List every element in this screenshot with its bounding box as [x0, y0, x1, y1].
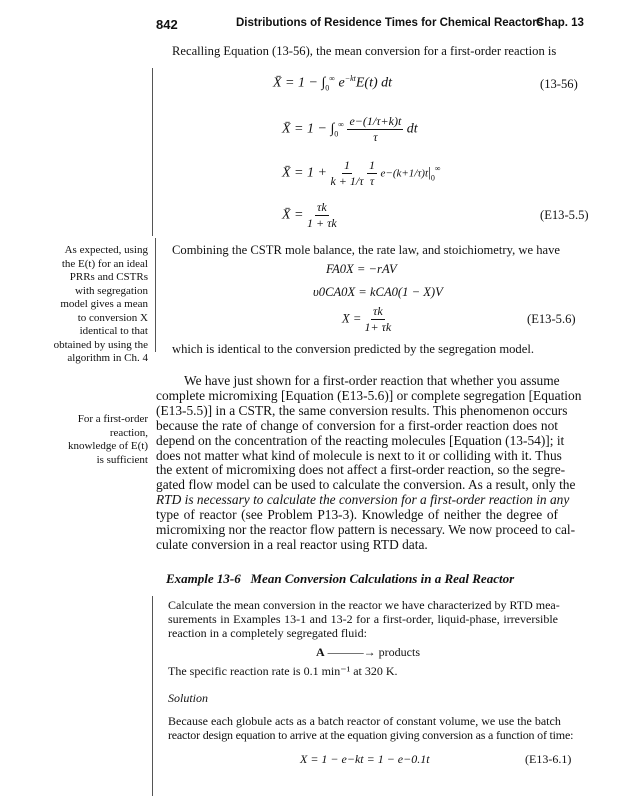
- solution-heading: Solution: [168, 691, 209, 705]
- equation-label: (13-56): [540, 77, 578, 91]
- margin-note-segregation: As expected, using the E(t) for an ideal PRRs and CSTRs with segregation model gives a mean to conversion X identical to that obtained by using the algorithm in Ch. 4: [53, 244, 148, 364]
- which-text: which is identical to the conversion predicted by the segregation model.: [172, 342, 534, 356]
- equation-mole-balance: FA0X = −rAV: [326, 262, 397, 276]
- body-paragraph: We have just shown for a first-order reaction that whether you assume complete micromixing [Equation (E13-5.6)] or complete segregation [Equation (E13-5.5)] in a CSTR, the same conversion results. This phenomenon occurs because the rate of change of conversion for a first-order reaction does not depend on the concentration of the reacting molecules [Equation (13-54)]; it does not matter what kind of molecule is next to it or colliding with it. Thus the extent of micromixing does not affect a first-order reaction, so the segre- gated flow model can be used to calculate the conversion. As a result, only the RTD is necessary to calculate the conversion for a first-order reaction in any type of reactor (see Problem P13-3). Knowledge of neither the degree of micromixing nor the reactor flow pattern is necessary. We now proceed to cal- culate conversion in a real reactor using RTD data.: [156, 373, 582, 552]
- equation-step-2: X̄ = 1 + $\frac{1}{k + 1/\tau}$ $\frac{1}{\tau}$ $e-(k+1/\tau)t|_0^\infty$: [282, 158, 441, 188]
- equation-label: (E13-6.1): [525, 752, 572, 766]
- combining-text: Combining the CSTR mole balance, the rate law, and stoichiometry, we have: [172, 243, 560, 257]
- equation-13-56: X̄ = $1 - \int_0^\infty$ $e^{-kt}E(t)$ dt: [273, 74, 393, 93]
- example-bar: [152, 596, 153, 796]
- page-number: 842: [156, 17, 178, 32]
- chapter-label: Chap. 13: [536, 17, 584, 29]
- reaction-equation: A ———→ products: [316, 645, 420, 659]
- example-title: Example 13-6 Mean Conversion Calculations in a Real Reactor: [166, 571, 515, 586]
- solution-text: Because each globule acts as a batch reactor of constant volume, we use the batch reactor design equation to arrive at the equation giving conversion as a function of time:: [168, 714, 574, 742]
- change-bar: [152, 68, 153, 236]
- equation-label: (E13-5.5): [540, 208, 589, 222]
- equation-step-1: X̄ = $1 - \int_0^\infty$ $\frac{e-(1/\tau+k)t}{\tau}$ dt: [282, 114, 418, 144]
- equation-rate-law: υ0CA0X = kCA0(1 − X)V: [313, 285, 443, 299]
- equation-e13-6-1: X = 1 − e−kt = 1 − e−0.1t: [300, 752, 430, 766]
- running-title: Distributions of Residence Times for Chemical Reactors: [236, 17, 544, 29]
- example-problem: Calculate the mean conversion in the reactor we have characterized by RTD mea- surements in Examples 13-1 and 13-2 for a first-order, liquid-phase, irreversible reaction in a completely segregated fluid:: [168, 598, 560, 640]
- change-bar: [155, 238, 156, 352]
- intro-text: Recalling Equation (13-56), the mean conversion for a first-order reaction is: [172, 44, 557, 58]
- equation-e13-5-5: X̄ = $\frac{\tau k}{1 + \tau k}$: [282, 200, 337, 230]
- margin-note-first-order: For a first-order reaction, knowledge of E(t) is sufficient: [67, 413, 148, 466]
- rate-constant-text: The specific reaction rate is 0.1 min⁻¹ at 320 K.: [168, 664, 398, 678]
- equation-e13-5-6: X = $\frac{\tau k}{1+ \tau k}$: [342, 304, 392, 334]
- equation-label: (E13-5.6): [527, 312, 576, 326]
